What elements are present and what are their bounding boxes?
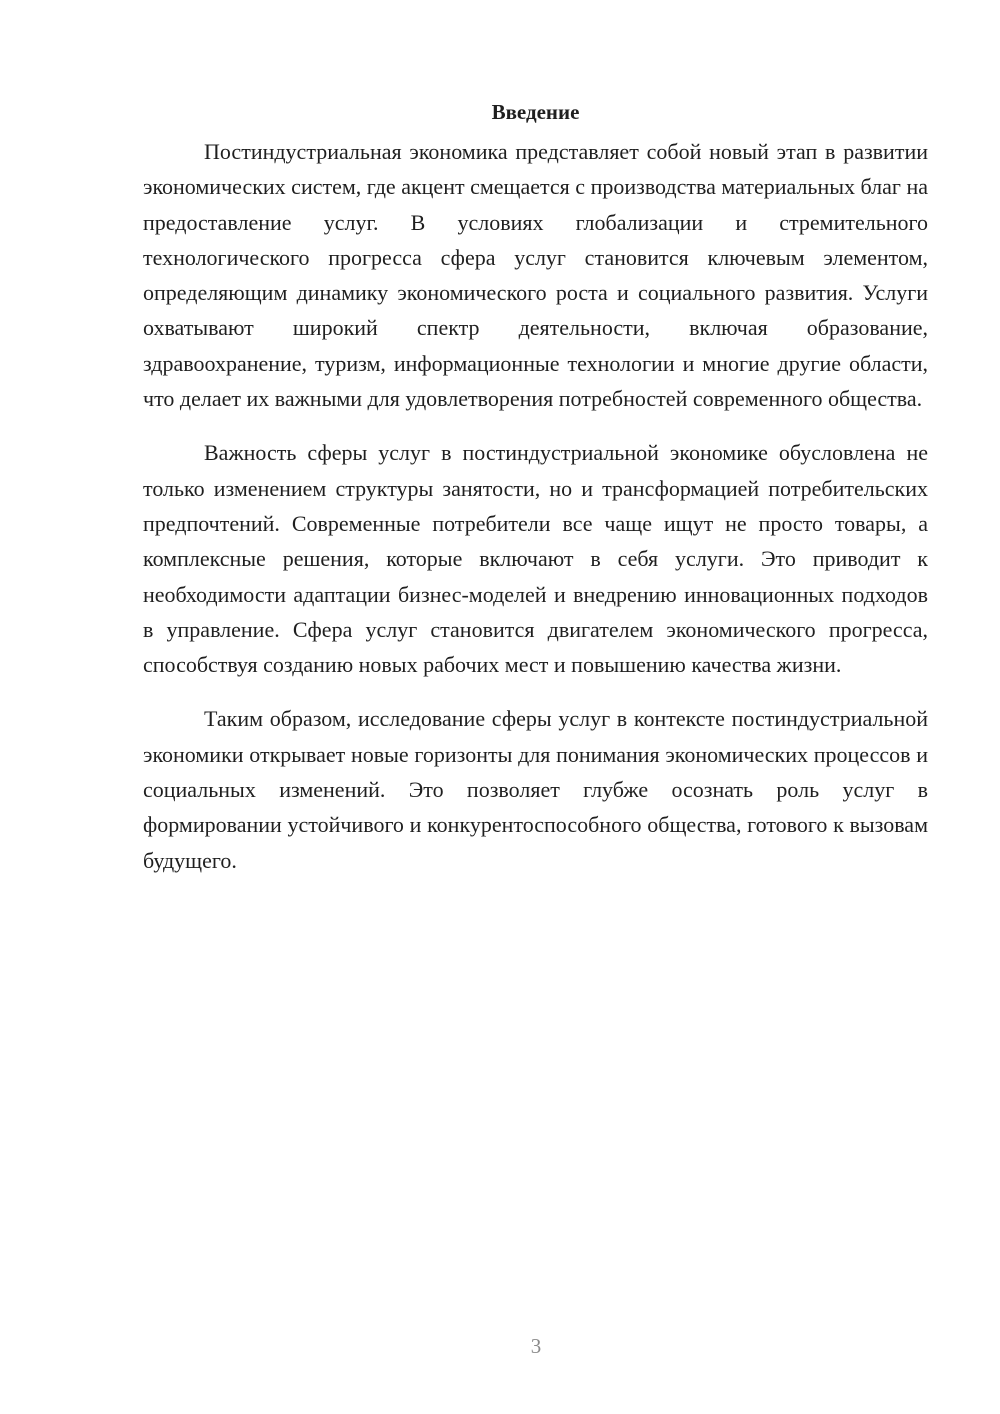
page-title: Введение bbox=[491, 100, 580, 124]
document-body bbox=[143, 96, 928, 878]
paragraph-3: Таким образом, исследование сферы услуг в контексте постиндустриальной экономики открывает новые горизонты для понимания экономических процессов и социальных изменений. Это позволяет глубже осознать роль услуг в формировании устойчивого и конкурентоспособного общества, готового к вызовам будущего. bbox=[143, 706, 928, 873]
paragraph-1: Постиндустриальная экономика представляет собой новый этап в развитии экономических систем, где акцент смещается с производства материальных благ на предоставление услуг. В условиях глобализации и стремительного технологического прогресса сфера услуг становится ключевым элементом, определяющим динамику экономического роста и социального развития. Услуги охватывают широкий спектр деятельности, включая образование, здравоохранение, туризм, информационные технологии и многие другие области, что делает их важными для удовлетворения потребностей современного общества. bbox=[143, 139, 928, 412]
paragraph-2: Важность сферы услуг в постиндустриальной экономике обусловлена не только изменением структуры занятости, но и трансформацией потребительских предпочтений. Современные потребители все чаще ищут не просто товары, а комплексные решения, которые включают в себя услуги. Это приводит к необходимости адаптации бизнес-моделей и внедрению инновационных подходов в управление. Сфера услуг становится двигателем экономического прогресса, способствуя созданию новых рабочих мест и повышению качества жизни. bbox=[143, 440, 928, 678]
page-number: 3 bbox=[530, 1334, 542, 1358]
